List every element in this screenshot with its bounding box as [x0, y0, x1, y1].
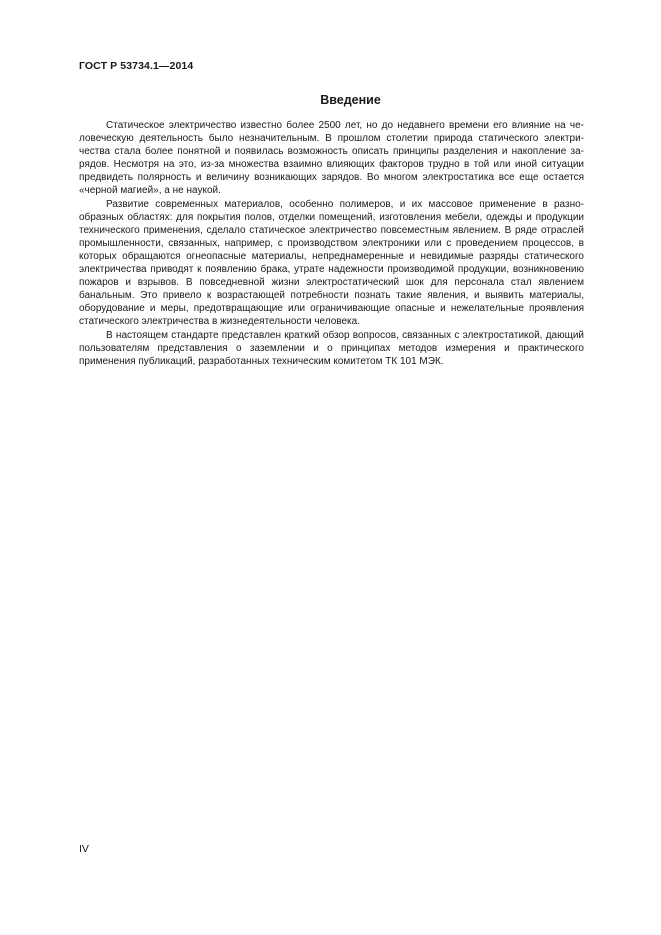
paragraph-1: Статическое электричество известно более 2500 лет, но до недавнего времени его влияние на человеческую деятельность было незначительным. В прошлом столетии природа статического электричества стала более понятной и появилась возможность описать принципы разделения и накопление зарядов. Несмотря на это, из-за множества взаимно влияющих факторов трудно в той или иной ситуации предвидеть полярность и величину возникающих зарядов. Во многом электростатика все еще остается «черной магией», а не наукой. — [79, 120, 584, 197]
paragraph-2: Развитие современных материалов, особенно полимеров, и их массовое применение в разнообразных областях: для покрытия полов, отделки помещений, изготовления мебели, одежды и продукции технического применения, сделало статическое электричество повсеместным явлением. В ряде отраслей промышленности, связанных, например, с производством электроники или с проведением процессов, в которых обращаются огнеопасные материалы, непреднамеренные и невидимые разряды статического электричества приводят к появлению брака, утрате надежности производимой продукции, возникновению пожаров и взрывов. В повседневной жизни электростатический шок для персонала стал явлением банальным. Это привело к возрастающей потребности познать такие явления, и выявить материалы, оборудование и меры, предотвращающие или ограничивающие опасные и нежелательные проявления статического электричества в жизнедеятельности человека. — [79, 198, 584, 328]
page-number: IV — [79, 843, 89, 855]
body-text — [79, 119, 584, 368]
section-title: Введение — [320, 93, 381, 107]
document-header-code: ГОСТ Р 53734.1—2014 — [79, 60, 194, 72]
paragraph-3: В настоящем стандарте представлен краткий обзор вопросов, связанных с электростатикой, дающий пользователям представления о заземлении и о принципах методов измерения и практического применения публикаций, разработанных техническим комитетом ТК 101 МЭК. — [79, 329, 584, 367]
